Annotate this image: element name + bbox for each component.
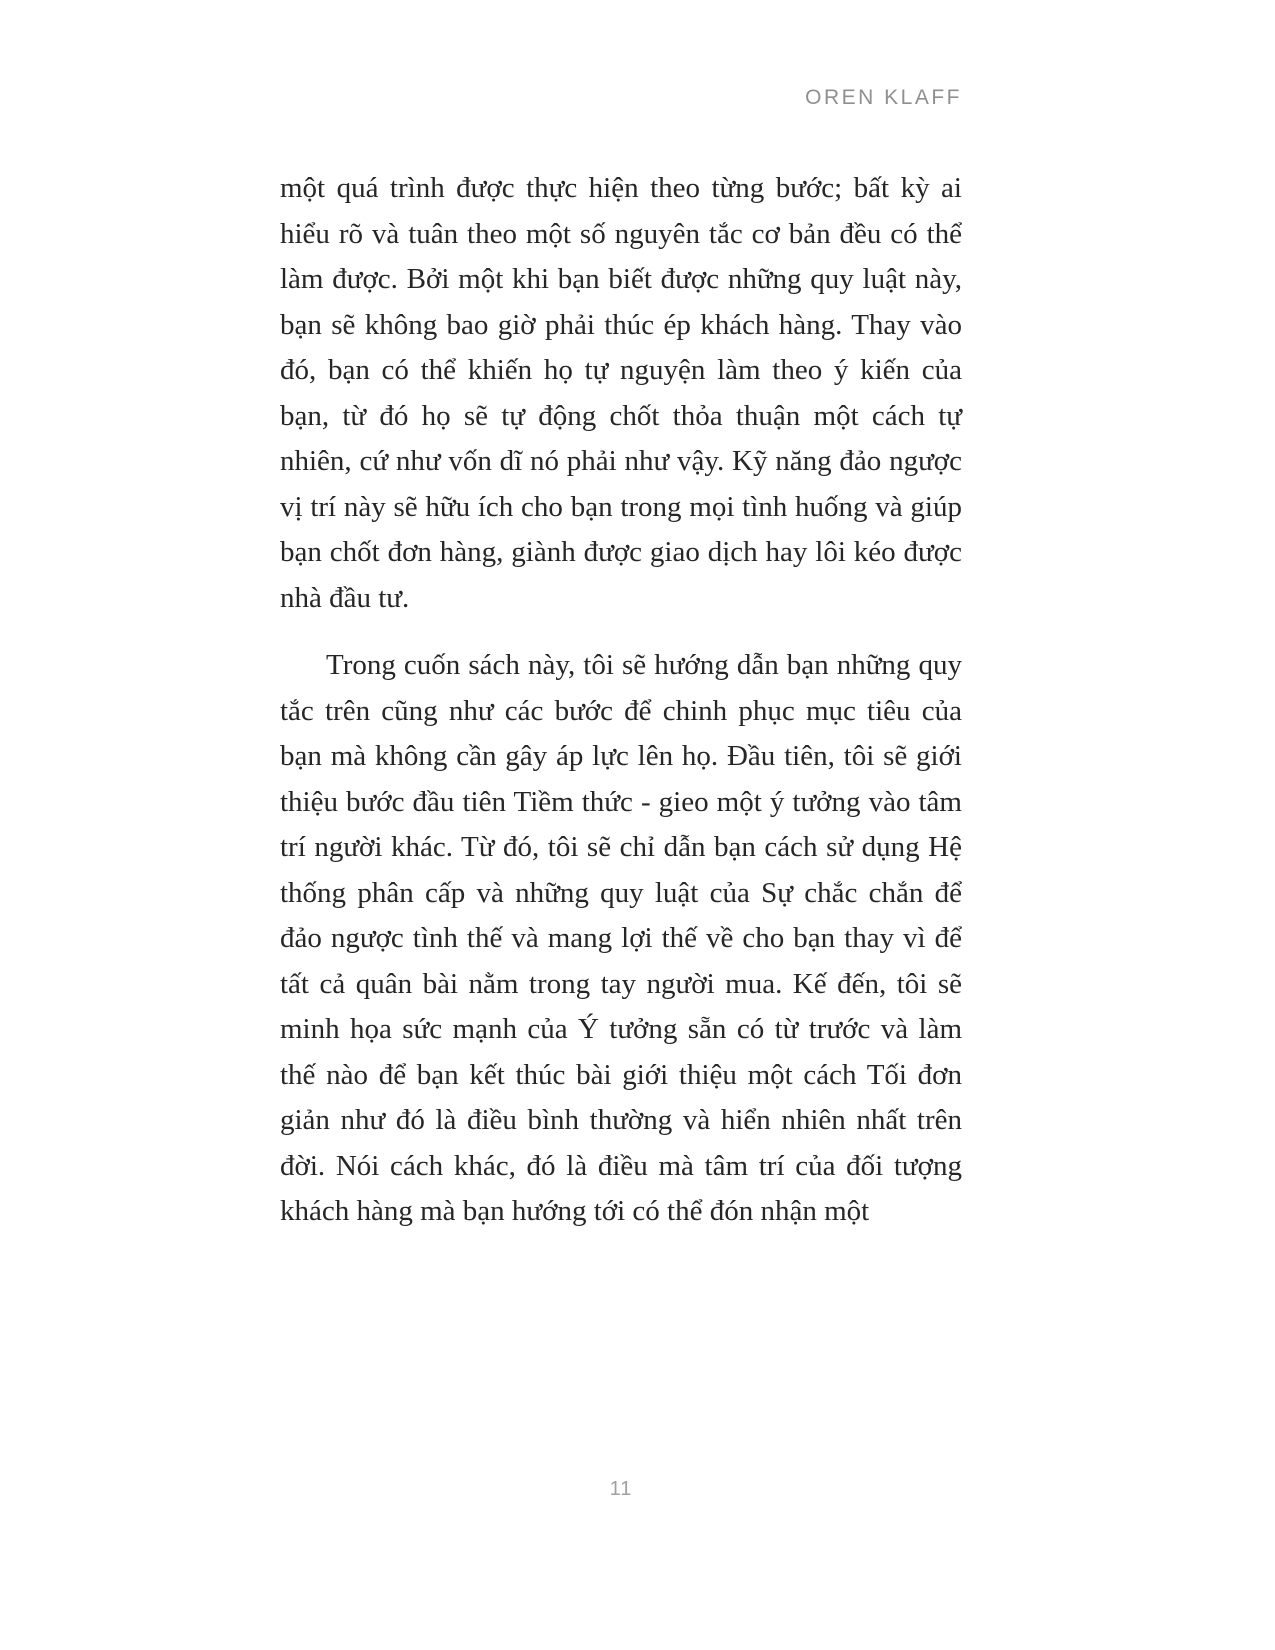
page-number: 11 — [609, 1478, 633, 1500]
content-column — [280, 86, 962, 1235]
paragraph-continued: một quá trình được thực hiện theo từng bước; bất kỳ ai hiểu rõ và tuân theo một số nguyên tắc cơ bản đều có thể làm được. Bởi một khi bạn biết được những quy luật này, bạn sẽ không bao giờ phải thúc ép khách hàng. Thay vào đó, bạn có thể khiến họ tự nguyện làm theo ý kiến của bạn, từ đó họ sẽ tự động chốt thỏa thuận một cách tự nhiên, cứ như vốn dĩ nó phải như vậy. Kỹ năng đảo ngược vị trí này sẽ hữu ích cho bạn trong mọi tình huống và giúp bạn chốt đơn hàng, giành được giao dịch hay lôi kéo được nhà đầu tư. — [280, 172, 962, 614]
paragraph: Trong cuốn sách này, tôi sẽ hướng dẫn bạn những quy tắc trên cũng như các bước để chinh phục mục tiêu của bạn mà không cần gây áp lực lên họ. Đầu tiên, tôi sẽ giới thiệu bước đầu tiên Tiềm thức - gieo một ý tưởng vào tâm trí người khác. Từ đó, tôi sẽ chỉ dẫn bạn cách sử dụng Hệ thống phân cấp và những quy luật của Sự chắc chắn để đảo ngược tình thế và mang lợi thế về cho bạn thay vì để tất cả quân bài nằm trong tay người mua. Kế đến, tôi sẽ minh họa sức mạnh của Ý tưởng sẵn có từ trước và làm thế nào để bạn kết thúc bài giới thiệu một cách Tối đơn giản như đó là điều bình thường và hiển nhiên nhất trên đời. Nói cách khác, đó là điều mà tâm trí của đối tượng khách hàng mà bạn hướng tới có thể đón nhận một — [280, 649, 962, 1227]
body-text — [280, 166, 962, 1235]
running-header-author: OREN KLAFF — [805, 86, 962, 109]
